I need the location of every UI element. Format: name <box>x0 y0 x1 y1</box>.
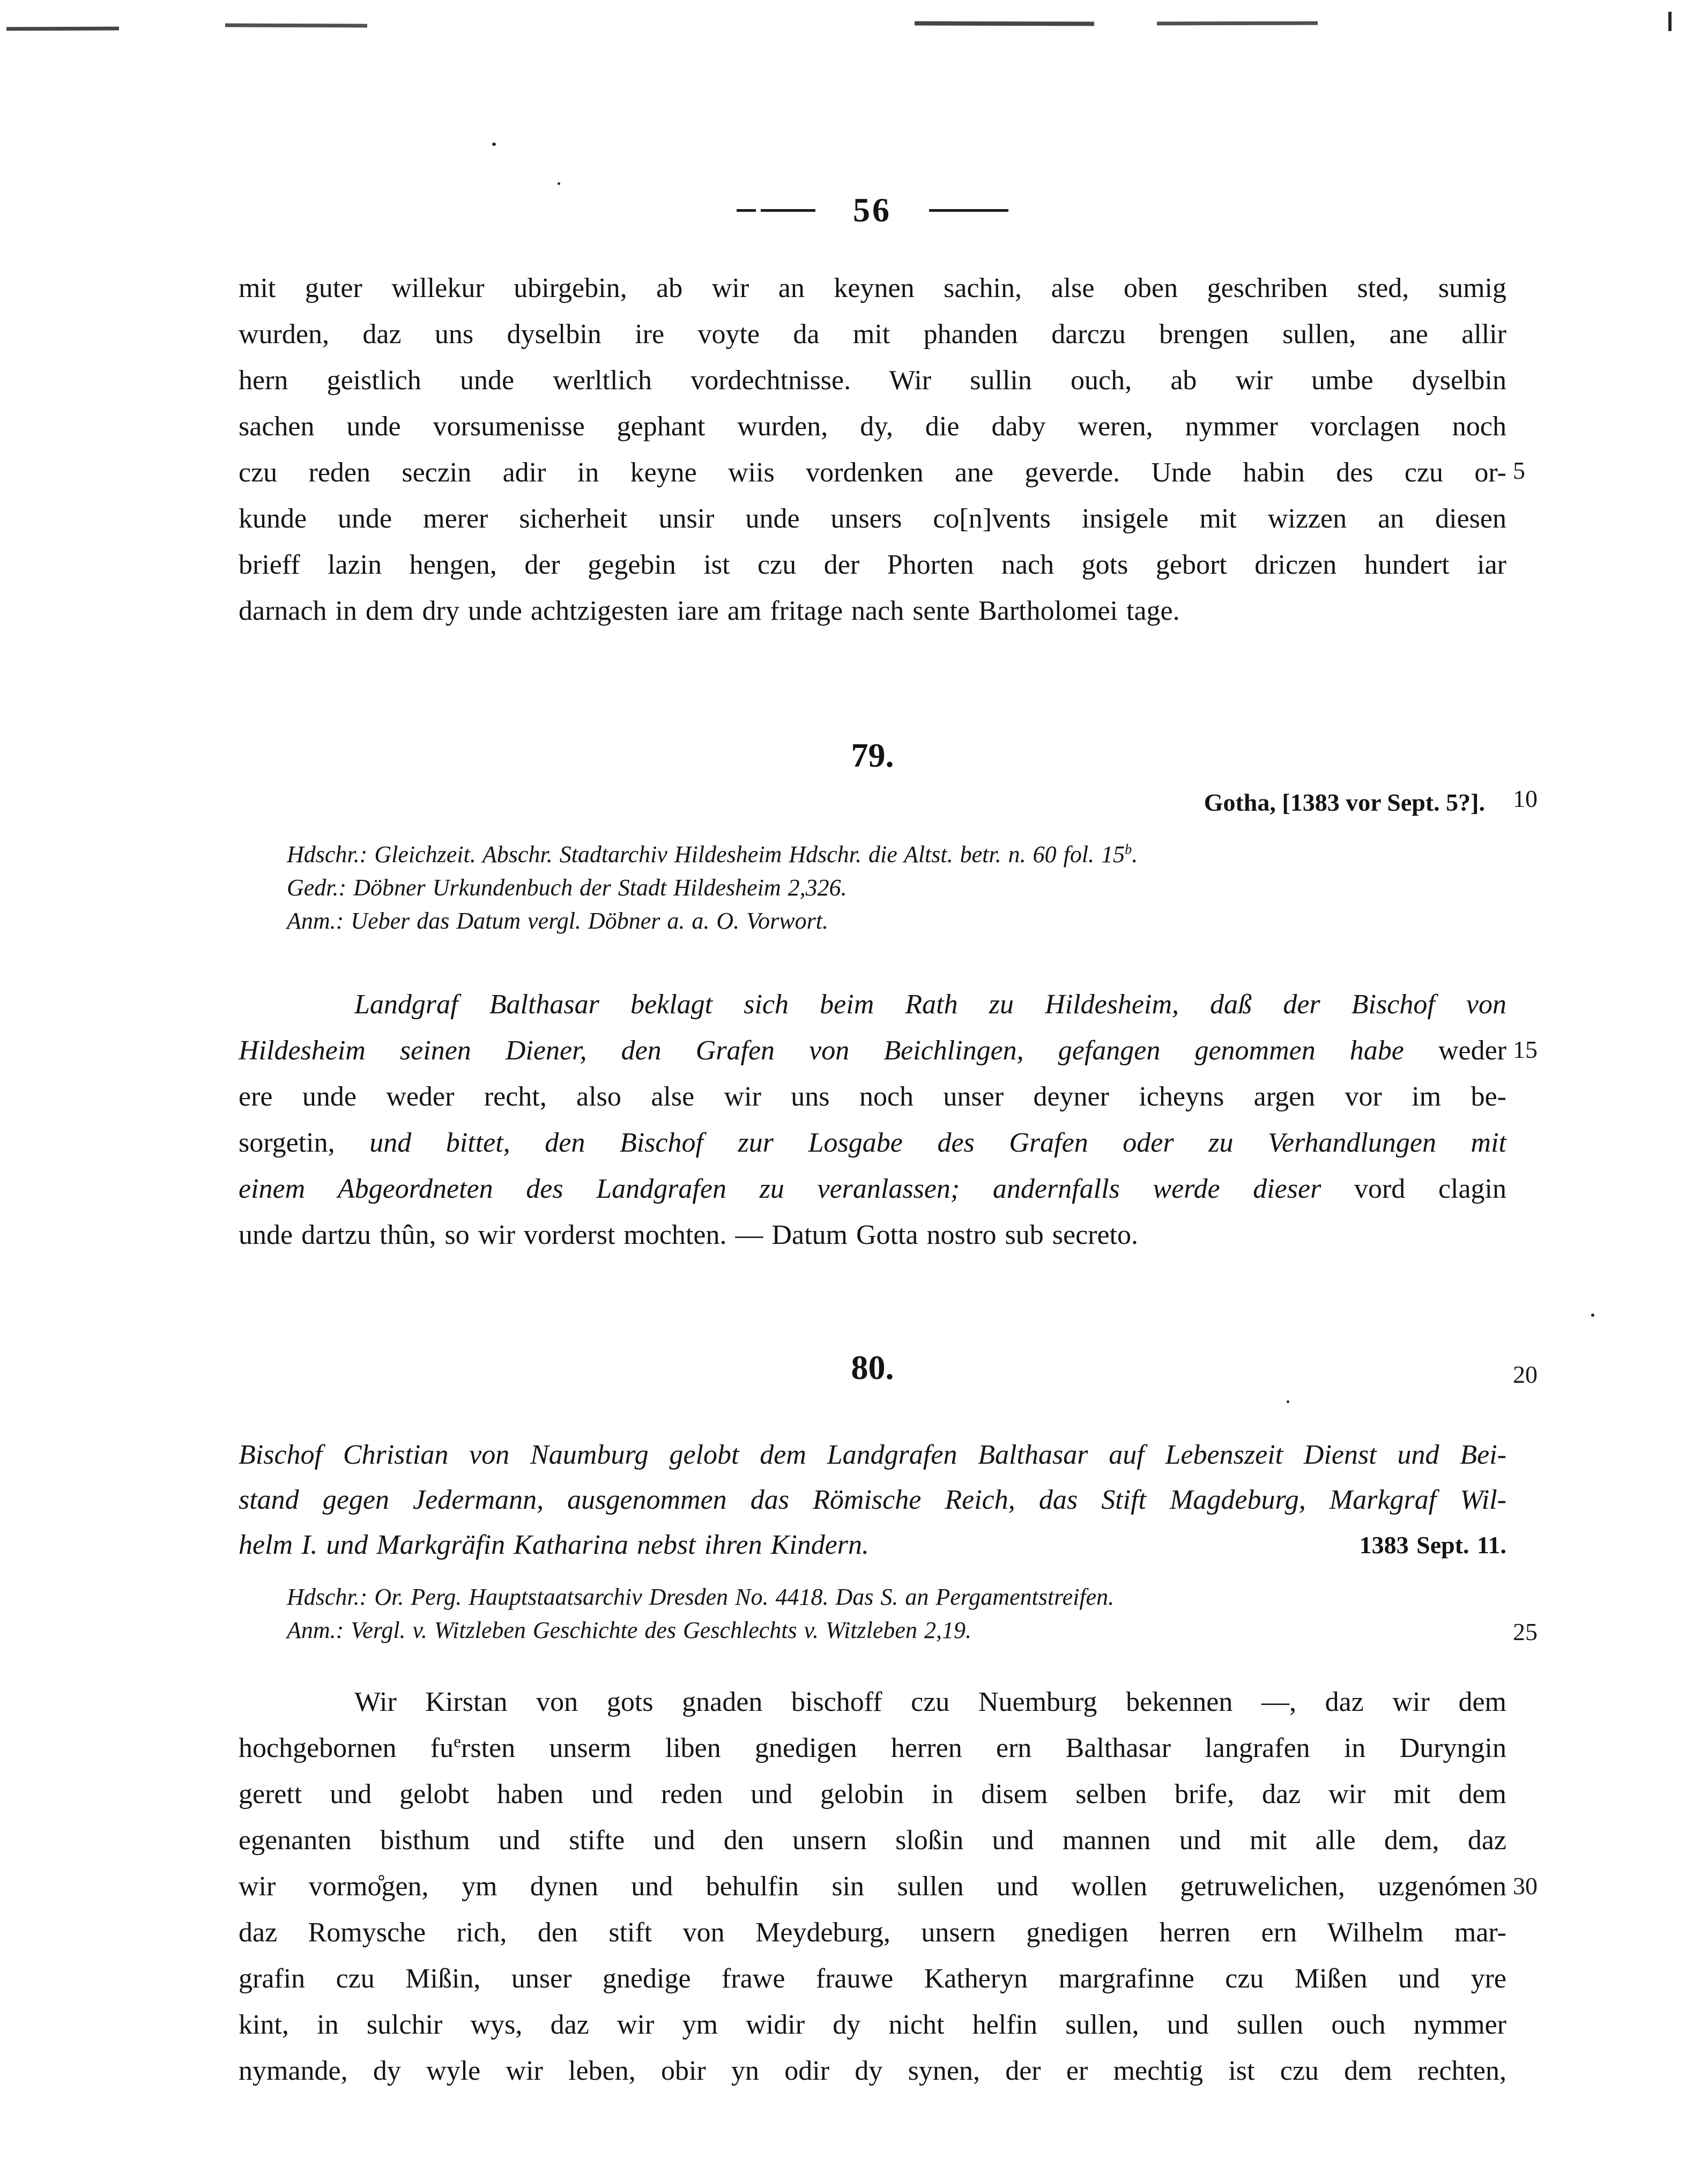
text-line: Wir Kirstan von gots gnaden bischoff czu Nuemburg bekennen —, daz wir dem <box>354 1687 1506 1717</box>
header-rule-left <box>737 209 815 212</box>
text-line: Gedr.: Döbner Urkundenbuch der Stadt Hildesheim 2,326. <box>287 874 847 901</box>
scan-artifact-speck <box>558 182 560 185</box>
text-line: mit guter willekur ubirgebin, ab wir an keynen sachin, alse oben geschriben sted, sumig <box>239 273 1506 303</box>
text-line: egenanten bisthum und stifte und den unsern sloßin und mannen und mit alle dem, daz <box>239 1825 1506 1856</box>
text-line: kint, in sulchir wys, daz wir ym widir dy nicht helfin sullen, und sullen ouch nymmer <box>239 2010 1506 2040</box>
scan-artifact-speck <box>1287 1400 1289 1403</box>
text-line: Hildesheim seinen Diener, den Grafen von Beichlingen, gefangen genommen habe weder <box>239 1035 1506 1066</box>
margin-line-number: 25 <box>1513 1618 1538 1645</box>
text-line: grafin czu Mißin, unser gnedige frawe frauwe Katheryn margrafinne czu Mißen und yre <box>239 1963 1506 1994</box>
scan-artifact-speck <box>1591 1314 1594 1317</box>
text-line: Bischof Christian von Naumburg gelobt dem Landgrafen Balthasar auf Lebenszeit Dienst und Bei- <box>239 1440 1506 1470</box>
margin-line-number: 30 <box>1513 1872 1538 1900</box>
page-number: 56 <box>853 191 892 229</box>
page-header <box>239 188 1506 233</box>
continuation-paragraph <box>239 265 1506 634</box>
entry-80-source-notes <box>287 1581 1520 1647</box>
text-line: kunde unde merer sicherheit unsir unde unsers co[n]vents insigele mit wizzen an diesen <box>239 503 1506 534</box>
text-line: ere unde weder recht, also alse wir uns noch unser deyner icheyns argen vor im be- <box>239 1081 1506 1112</box>
text-line: czu reden seczin adir in keyne wiis vordenken ane geverde. Unde habin des czu or- <box>239 457 1506 488</box>
entry-79-summary <box>239 982 1506 1258</box>
text-line: wurden, daz uns dyselbin ire voyte da mit phanden darczu brengen sullen, ane allir <box>239 319 1506 350</box>
text-line: Gotha, [1383 vor Sept. 5?]. <box>1204 789 1485 816</box>
text-line: hern geistlich unde werltlich vordechtnisse. Wir sullin ouch, ab wir umbe dyselbin <box>239 365 1506 396</box>
text-line: unde dartzu thûn, so wir vorderst mochten. — Datum Gotta nostro sub secreto. <box>239 1220 1138 1250</box>
margin-line-number: 10 <box>1513 785 1538 812</box>
text-line: hochgebornen $fu^ersten$ unserm liben gnedigen herren ern Balthasar langrafen in Duryngin <box>239 1732 1507 1763</box>
text-line: darnach in dem dry unde achtzigesten iare am fritage nach sente Bartholomei tage. <box>239 596 1180 626</box>
text-line: stand gegen Jedermann, ausgenommen das Römische Reich, das Stift Magdeburg, Markgraf Wil- <box>239 1485 1506 1515</box>
text-line: helm I. und Markgräfin Katharina nebst ihren Kindern. 1383 Sept. 11. <box>239 1523 1506 1568</box>
entry-79-source-notes <box>287 838 1520 938</box>
entry-80-summary <box>239 1433 1506 1568</box>
text-line: Landgraf Balthasar beklagt sich beim Rath zu Hildesheim, daß der Bischof von <box>354 989 1506 1020</box>
text-line: Hdschr.: Gleichzeit. Abschr. Stadtarchiv Hildesheim Hdschr. die Altst. betr. n. 60 fol. 15$^b$. <box>287 841 1138 867</box>
text-line: Anm.: Vergl. v. Witzleben Geschichte des Geschlechts v. Witzleben 2,19. <box>287 1617 971 1643</box>
margin-line-number: 15 <box>1513 1036 1538 1063</box>
entry-79-number: 79. <box>851 736 894 774</box>
text-line: sachen unde vorsumenisse gephant wurden, dy, die daby weren, nymmer vorclagen noch <box>239 411 1506 442</box>
entry-date: 1383 Sept. 11. <box>1359 1531 1506 1559</box>
margin-line-number: 5 <box>1513 457 1525 484</box>
text-line: nymande, dy wyle wir leben, obir yn odir dy synen, der er mechtig ist czu dem rechten, <box>239 2056 1506 2086</box>
scan-artifact-smudge <box>1157 21 1318 26</box>
scan-artifact-smudge <box>225 24 367 28</box>
text-line: brieff lazin hengen, der gegebin ist czu der Phorten nach gots gebort driczen hundert iar <box>239 550 1506 580</box>
entry-79-place-date <box>239 786 1485 819</box>
scan-artifact-tick <box>1668 12 1672 31</box>
text-line: gerett und gelobt haben und reden und gelobin in disem selben brife, daz wir mit dem <box>239 1779 1506 1810</box>
text-line: einem Abgeordneten des Landgrafen zu veranlassen; andernfalls werde dieser vord clagin <box>239 1174 1506 1204</box>
scan-artifact-smudge <box>915 21 1094 26</box>
text-line: daz Romysche rich, den stift von Meydeburg, unsern gnedigen herren ern Wilhelm mar- <box>239 1917 1506 1948</box>
scan-artifact-speck <box>492 143 496 146</box>
text-line: sorgetin, und bittet, den Bischof zur Losgabe des Grafen oder zu Verhandlungen mit <box>239 1128 1507 1158</box>
text-line: Anm.: Ueber das Datum vergl. Döbner a. a. O. Vorwort. <box>287 908 828 934</box>
text-line: Hdschr.: Or. Perg. Hauptstaatsarchiv Dresden No. 4418. Das S. an Pergamentstreifen. <box>287 1584 1115 1610</box>
entry-80-number: 80. <box>851 1348 894 1386</box>
entry-80-body <box>239 1679 1506 2094</box>
header-rule-right <box>929 209 1008 212</box>
margin-line-number: 20 <box>1513 1361 1538 1388</box>
text-line: wir vormo̊gen, ym dynen und behulfin sin sullen und wollen getruwelichen, uzgenómen <box>239 1871 1506 1902</box>
scan-artifact-smudge <box>6 27 119 31</box>
